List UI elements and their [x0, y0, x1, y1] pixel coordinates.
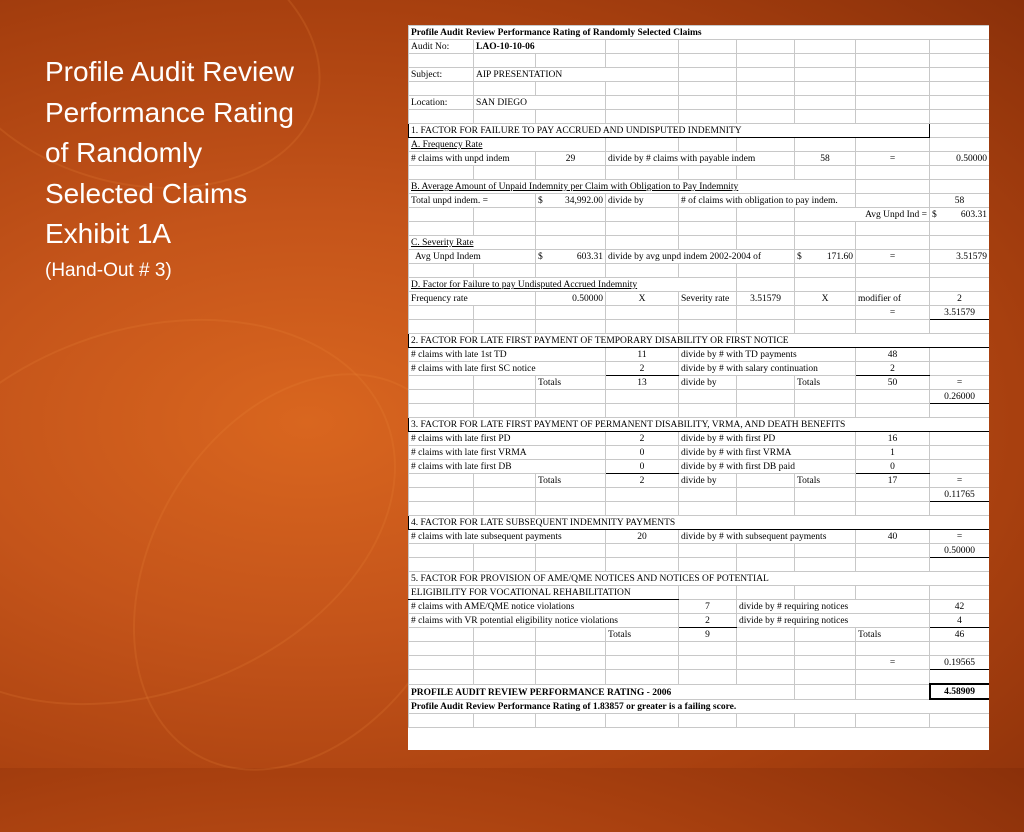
- section-1d-title: D. Factor for Failure to pay Undisputed Accrued Indemnity: [409, 278, 737, 292]
- td-divide: divide by # with TD payments: [679, 348, 856, 362]
- divide-by-label: divide by: [679, 474, 737, 488]
- final-rating-value: 4.58909: [930, 684, 990, 699]
- freq-divisor: 58: [795, 152, 856, 166]
- late-sc-label: # claims with late first SC notice: [409, 362, 606, 376]
- avg-unpd-value: 603.31: [960, 210, 987, 220]
- section-5-header: 5. FACTOR FOR PROVISION OF AME/QME NOTICES AND NOTICES OF POTENTIAL: [409, 572, 990, 586]
- ame-qme-divisor: 42: [930, 600, 990, 614]
- final-rating-label: PROFILE AUDIT REVIEW PERFORMANCE RATING - 2006: [409, 684, 795, 699]
- db-divide: divide by # with first DB paid: [679, 460, 856, 474]
- freq-rate-value: 0.50000: [536, 292, 606, 306]
- subject-label: Subject:: [409, 68, 474, 82]
- avg-unpd-indem-label: Avg Unpd Indem: [409, 250, 536, 264]
- ame-qme-divide: divide by # requiring notices: [737, 600, 930, 614]
- severity-result: 3.51579: [930, 250, 990, 264]
- freq-label: # claims with unpd indem: [409, 152, 536, 166]
- totals-label: Totals: [795, 376, 856, 390]
- vr-notice-value: 2: [679, 614, 737, 628]
- currency-symbol: $: [538, 196, 543, 206]
- vrma-divide: divide by # with first VRMA: [679, 446, 856, 460]
- total-value: 13: [606, 376, 679, 390]
- section-3-header: 3. FACTOR FOR LATE FIRST PAYMENT OF PERMANENT DISABILITY, VRMA, AND DEATH BENEFITS: [409, 418, 990, 432]
- equals-sign: =: [856, 656, 930, 670]
- severity-divisor: 171.60: [826, 252, 853, 262]
- late-subsequent-value: 20: [606, 530, 679, 544]
- audit-no-label: Audit No:: [409, 40, 474, 54]
- multiply-sign: X: [795, 292, 856, 306]
- freq-divide: divide by # claims with payable indem: [606, 152, 795, 166]
- total-value: 9: [679, 628, 737, 642]
- late-vrma-label: # claims with late first VRMA: [409, 446, 606, 460]
- subsequent-divisor: 40: [856, 530, 930, 544]
- total-unpd-label: Total unpd indem. =: [409, 194, 536, 208]
- failing-score-note: Profile Audit Review Performance Rating of 1.83857 or greater is a failing score.: [409, 699, 990, 714]
- divide-by-label: divide by: [679, 376, 737, 390]
- slide-title-line: Performance Rating: [45, 96, 295, 128]
- sc-divide: divide by # with salary continuation: [679, 362, 856, 376]
- late-db-label: # claims with late first DB: [409, 460, 606, 474]
- subject-value: AIP PRESENTATION: [474, 68, 679, 82]
- ame-qme-label: # claims with AME/QME notice violations: [409, 600, 679, 614]
- freq-rate-label: Frequency rate: [409, 292, 536, 306]
- equals-sign: =: [930, 376, 990, 390]
- slide-title-block: [45, 52, 365, 285]
- pd-divisor: 16: [856, 432, 930, 446]
- spreadsheet: [408, 25, 989, 750]
- factor-2-result: 0.26000: [930, 390, 990, 404]
- equals-sign: =: [930, 474, 990, 488]
- divide-by-label: divide by: [606, 194, 679, 208]
- avg-unpd-indem-value: 603.31: [576, 252, 603, 262]
- claims-obligation-value: 58: [930, 194, 990, 208]
- vrma-divisor: 1: [856, 446, 930, 460]
- section-5-header-cont: ELIGIBILITY FOR VOCATIONAL REHABILITATION: [409, 586, 679, 600]
- multiply-sign: X: [606, 292, 679, 306]
- factor-4-result: 0.50000: [930, 544, 990, 558]
- vr-notice-divisor: 4: [930, 614, 990, 628]
- total-value: 2: [606, 474, 679, 488]
- td-divisor: 48: [856, 348, 930, 362]
- sheet-title: Profile Audit Review Performance Rating of Randomly Selected Claims: [409, 26, 990, 40]
- section-1a-title: A. Frequency Rate: [409, 138, 606, 152]
- subsequent-divide: divide by # with subsequent payments: [679, 530, 856, 544]
- modifier-value: 2: [930, 292, 990, 306]
- totals-label: Totals: [795, 474, 856, 488]
- section-4-header: 4. FACTOR FOR LATE SUBSEQUENT INDEMNITY PAYMENTS: [409, 516, 990, 530]
- rating-table: [408, 25, 989, 728]
- total-value: 46: [930, 628, 990, 642]
- late-pd-label: # claims with late first PD: [409, 432, 606, 446]
- currency-symbol: $: [932, 210, 937, 220]
- totals-label: Totals: [536, 474, 606, 488]
- slide-title-line: Exhibit 1A: [45, 218, 172, 249]
- equals-sign: =: [856, 152, 930, 166]
- total-unpd-amount: 34,992.00: [565, 196, 603, 206]
- late-sc-value: 2: [606, 362, 679, 376]
- slide-title-line: of Randomly: [45, 137, 203, 168]
- equals-sign: =: [930, 530, 990, 544]
- vr-notice-label: # claims with VR potential eligibility notice violations: [409, 614, 679, 628]
- freq-value: 29: [536, 152, 606, 166]
- total-value: 50: [856, 376, 930, 390]
- equals-sign: =: [856, 250, 930, 264]
- equals-sign: =: [856, 306, 930, 320]
- severity-divide: divide by avg unpd indem 2002-2004 of: [606, 250, 795, 264]
- late-td-value: 11: [606, 348, 679, 362]
- severity-rate-label: Severity rate: [679, 292, 737, 306]
- total-value: 17: [856, 474, 930, 488]
- section-1b-title: B. Average Amount of Unpaid Indemnity per Claim with Obligation to Pay Indemnity: [409, 180, 856, 194]
- slide-title-line: Profile Audit Review: [45, 56, 295, 87]
- freq-result: 0.50000: [930, 152, 990, 166]
- audit-no-value: LAO-10-10-06: [474, 40, 606, 54]
- location-value: SAN DIEGO: [474, 96, 606, 110]
- handout-label: (Hand-Out # 3): [45, 259, 172, 281]
- late-subsequent-label: # claims with late subsequent payments: [409, 530, 606, 544]
- pd-divide: divide by # with first PD: [679, 432, 856, 446]
- avg-unpd-label: Avg Unpd Ind =: [795, 208, 930, 222]
- factor-1-result: 3.51579: [930, 306, 990, 320]
- factor-5-result: 0.19565: [930, 656, 990, 670]
- slide-title-line: Selected Claims: [45, 177, 248, 209]
- factor-3-result: 0.11765: [930, 488, 990, 502]
- late-pd-value: 2: [606, 432, 679, 446]
- sc-divisor: 2: [856, 362, 930, 376]
- ame-qme-value: 7: [679, 600, 737, 614]
- claims-obligation-label: # of claims with obligation to pay indem.: [679, 194, 856, 208]
- currency-symbol: $: [797, 252, 802, 262]
- late-db-value: 0: [606, 460, 679, 474]
- totals-label: Totals: [536, 376, 606, 390]
- severity-rate-value: 3.51579: [737, 292, 795, 306]
- late-td-label: # claims with late 1st TD: [409, 348, 606, 362]
- location-label: Location:: [409, 96, 474, 110]
- section-1c-title: C. Severity Rate: [409, 236, 536, 250]
- totals-label: Totals: [606, 628, 679, 642]
- late-vrma-value: 0: [606, 446, 679, 460]
- modifier-label: modifier of: [856, 292, 930, 306]
- vr-notice-divide: divide by # requiring notices: [737, 614, 930, 628]
- totals-label: Totals: [856, 628, 930, 642]
- db-divisor: 0: [856, 460, 930, 474]
- section-1-header: 1. FACTOR FOR FAILURE TO PAY ACCRUED AND UNDISPUTED INDEMNITY: [409, 124, 930, 138]
- section-2-header: 2. FACTOR FOR LATE FIRST PAYMENT OF TEMPORARY DISABILITY OR FIRST NOTICE: [409, 334, 990, 348]
- currency-symbol: $: [538, 252, 543, 262]
